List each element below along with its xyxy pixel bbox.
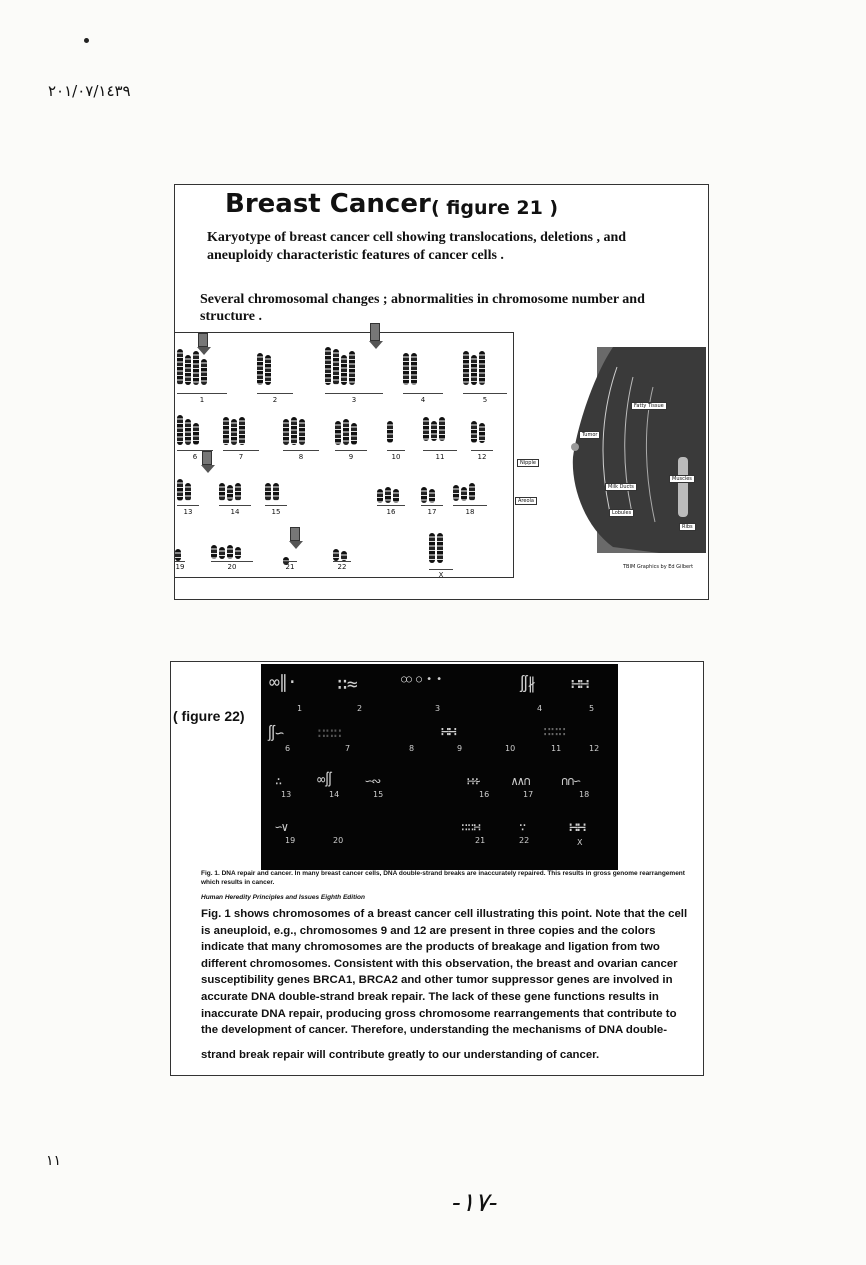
- chromosome-3: 3: [325, 347, 383, 385]
- chromosome-9: 9: [335, 419, 367, 445]
- body-paragraph-main: Fig. 1 shows chromosomes of a breast cancer cell illustrating this point. Note that the cell is aneuploid, e.g., chromosomes 9 and 12 are present in three copies and the colors indicate that many chromosomes are the products of breakage and ligation from two different chromosomes. Consistent with this observation, the breast and ovarian cancer susceptibility genes BRCA1, BRCA2 and other tumor suppressor genes are involved in accurate DNA double-strand break repair. The lack of these gene functions results in inaccurate DNA repair, producing gross chromosome rearrangements that contribute to the development of cancer. Therefore, understanding the mechanisms of DNA double-: [201, 908, 688, 1037]
- panel-number: 20: [333, 836, 344, 845]
- chromosome-6: 6: [177, 415, 213, 445]
- figure-label: ( figure 22): [173, 708, 245, 724]
- chromosome-19: 19: [175, 543, 185, 561]
- chromosome-x: X: [429, 533, 453, 563]
- deletion-arrow-icon: [289, 527, 301, 549]
- sky-chromosome: ∺∻: [467, 774, 480, 788]
- sky-chromosome: ∩∩∽: [561, 774, 580, 788]
- sky-chromosome: ∬∦: [519, 674, 535, 693]
- chromosome-16: 16: [377, 485, 405, 503]
- chromosome-22: 22: [333, 543, 351, 561]
- sky-chromosome: ∷∷∺: [461, 820, 480, 834]
- figure-label: ( figure 21 ): [431, 197, 559, 219]
- panel-number: 4: [537, 704, 543, 713]
- panel-number: 5: [589, 704, 595, 713]
- chromosome-21: 21: [283, 547, 297, 565]
- panel-number: 15: [373, 790, 384, 799]
- panel-number: 3: [435, 704, 441, 713]
- body-paragraph: [201, 906, 689, 1063]
- translocation-arrow-icon: [197, 333, 209, 355]
- chromosome-11: 11: [423, 417, 457, 441]
- sky-chromosome: ∺∺: [441, 724, 456, 740]
- sky-chromosome: ∽∾: [365, 774, 381, 788]
- slide-changes-text: Several chromosomal changes ; abnormalities in chromosome number and structure .: [200, 292, 645, 324]
- panel-number: 1: [297, 704, 303, 713]
- label-fatty-tissue: Fatty Tissue: [631, 402, 667, 410]
- chromosome-5: 5: [463, 351, 507, 385]
- chromosome-10: 10: [387, 421, 405, 443]
- handwritten-page-number: -١٧-: [452, 1188, 498, 1218]
- chromosome-2: 2: [257, 353, 293, 385]
- panel-number: 8: [409, 744, 415, 753]
- chromosome-7: 7: [223, 417, 259, 445]
- panel-number: 17: [523, 790, 534, 799]
- sky-chromosome: ∺∺: [571, 674, 589, 693]
- panel-number: 19: [285, 836, 296, 845]
- slide-description: Karyotype of breast cancer cell showing translocations, deletions , and aneuploidy characteristic features of cancer cells .: [207, 230, 627, 263]
- slide-title: Breast Cancer: [225, 189, 431, 219]
- sky-chromosome: ∵: [519, 820, 526, 834]
- sky-chromosome: ∴: [275, 774, 282, 788]
- sky-chromosome: ∺∺: [569, 818, 586, 836]
- panel-number: 7: [345, 744, 351, 753]
- label-ribs: Ribs: [679, 523, 696, 531]
- panel-number: 12: [589, 744, 600, 753]
- label-areola: Areola: [515, 497, 537, 505]
- panel-number: 18: [579, 790, 590, 799]
- sky-chromosome: ∷∷∷: [317, 724, 342, 742]
- panel-number: 22: [519, 836, 530, 845]
- breast-anatomy-illustration: [513, 347, 706, 573]
- label-nipple: Nipple: [517, 459, 539, 467]
- chromosome-4: 4: [403, 353, 443, 385]
- body-paragraph-last-line: strand break repair will contribute greatly to our understanding of cancer.: [201, 1048, 600, 1061]
- sky-chromosome: ∽∨: [275, 820, 288, 834]
- date-stamp: ٢٠١/٠٧/١٤٣٩: [48, 82, 131, 100]
- chromosome-18: 18: [453, 483, 487, 501]
- chromosome-14: 14: [219, 483, 251, 501]
- chromosome-20: 20: [211, 541, 253, 559]
- sky-chromosome: ∞∬: [317, 772, 332, 788]
- karyotype-image: [175, 332, 514, 578]
- chromosome-8: 8: [283, 417, 319, 445]
- translocation-arrow-icon: [369, 323, 381, 349]
- figure-caption: Fig. 1. DNA repair and cancer. In many breast cancer cells, DNA double-strand breaks are inaccurately repaired. This results in gross genome rearrangement which results in cancer.: [201, 870, 685, 886]
- sky-chromosome: ∬∽: [267, 724, 284, 742]
- chromosome-1: 1: [177, 349, 227, 385]
- figure-source: Human Heredity Principles and Issues Eighth Edition: [201, 894, 365, 901]
- deletion-arrow-icon: [201, 451, 213, 473]
- panel-number: X: [577, 838, 583, 847]
- sky-chromosome: ∷≈: [337, 674, 357, 695]
- label-muscles: Muscles: [669, 475, 695, 483]
- panel-number: 13: [281, 790, 292, 799]
- panel-number: 21: [475, 836, 486, 845]
- slide-figure-22: [170, 661, 704, 1076]
- chromosome-12: 12: [471, 421, 493, 443]
- label-lobules: Lobules: [609, 509, 634, 517]
- chromosome-17: 17: [421, 485, 443, 503]
- page-number: ١١: [46, 1153, 62, 1169]
- panel-number: 14: [329, 790, 340, 799]
- chromosome-15: 15: [265, 483, 287, 501]
- sky-chromosome: ∷∷∷: [543, 724, 566, 740]
- sky-chromosome: ○○ ○ • •: [401, 674, 442, 685]
- label-tumor: Tumor: [579, 431, 600, 439]
- panel-number: 10: [505, 744, 516, 753]
- breast-anatomy-drawing: [513, 347, 706, 573]
- label-milk-ducts: Milk Ducts: [605, 483, 637, 491]
- spectral-karyotype-image: [261, 664, 618, 870]
- panel-number: 6: [285, 744, 291, 753]
- chromosome-13: 13: [177, 479, 199, 501]
- panel-number: 2: [357, 704, 363, 713]
- slide-figure-21: [174, 184, 709, 600]
- panel-number: 16: [479, 790, 490, 799]
- panel-number: 11: [551, 744, 562, 753]
- sky-chromosome: ∧∧∩: [511, 774, 530, 788]
- sky-chromosome: ∞∥·: [269, 672, 297, 693]
- ink-dot: [84, 38, 89, 43]
- panel-number: 9: [457, 744, 463, 753]
- label-credit: TBIM Graphics by Ed Gilbert: [623, 564, 694, 570]
